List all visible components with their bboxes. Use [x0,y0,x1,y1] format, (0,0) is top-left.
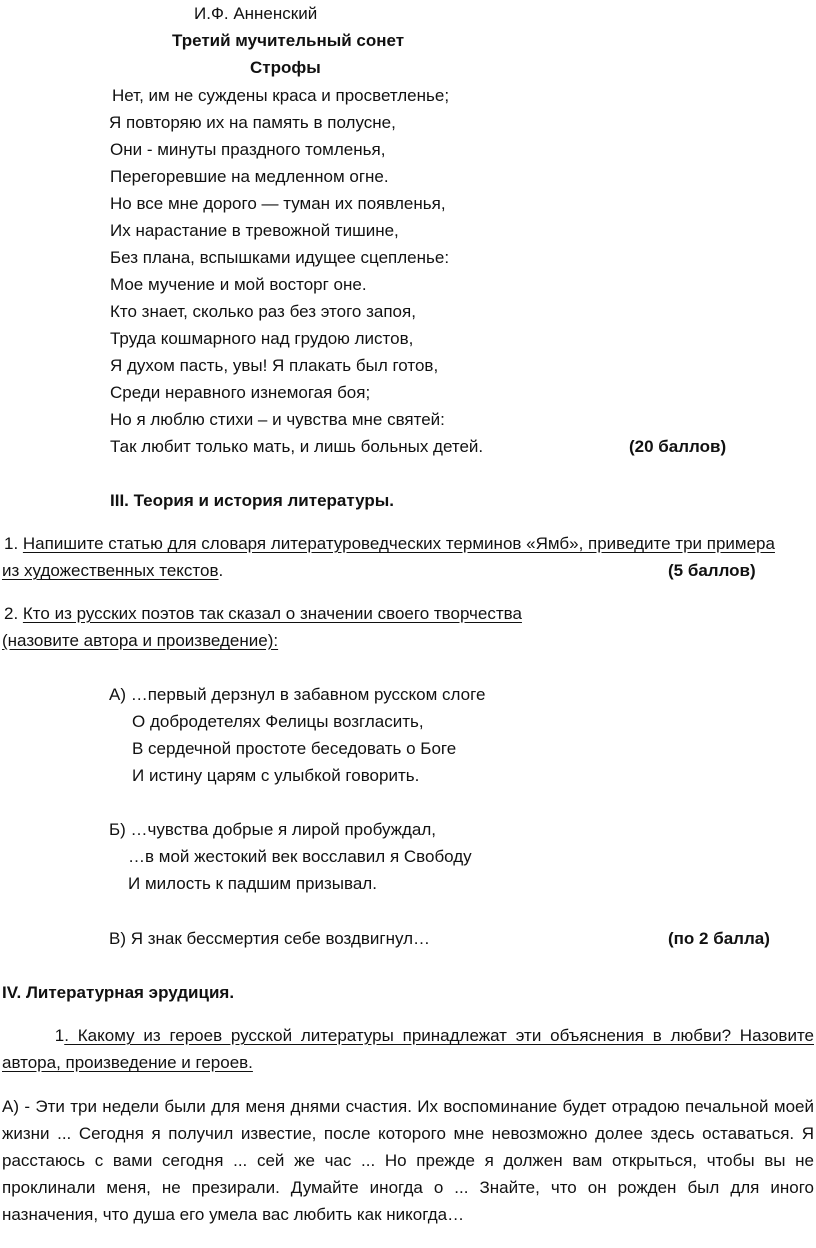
quote-a-line: И истину царям с улыбкой говорить. [132,766,420,785]
poem-line: Но все мне дорого — туман их появленья, [110,194,446,213]
answer-a-line: А) - Эти три недели были для меня днями счастия. Их воспоминание будет отрадою печальной моей [2,1097,814,1116]
question-3-1-points: (5 баллов) [668,561,756,580]
question-3-2-cont [2,631,278,651]
poem-line: Они - минуты праздного томленья, [110,140,386,159]
quote-b-line: Б) …чувства добрые я лирой пробуждал, [109,820,437,839]
poem-subtitle: Строфы [250,58,321,77]
question-text: Напишите статью для словаря литературоведческих терминов «Ямб», приведите три примера [22,534,775,553]
question-3-1-cont [2,561,223,581]
poem-line: Их нарастание в тревожной тишине, [110,221,399,240]
quote-points: (по 2 балла) [668,929,770,948]
answer-a-line: расстаюсь с вами сегодня ... сей же час ... Но прежде я должен вам открыться, чтобы вы не [2,1151,814,1170]
question-3-2 [4,604,522,624]
poem-line: Перегоревшие на медленном огне. [110,167,389,186]
poem-line: Без плана, вспышками идущее сцепленье: [110,248,450,267]
question-text: Кто из русских поэтов так сказал о значении своего творчества [22,604,522,623]
poem-line: Я духом пасть, увы! Я плакать был готов, [110,356,439,375]
question-number: 1 [54,1026,65,1045]
question-text: автора, произведение и героев. [2,1053,253,1072]
answer-a-line: назначения, что душа его умела вас любить как никогда… [2,1205,465,1224]
poem-line: Мое мучение и мой восторг оне. [110,275,367,294]
poem-line: Среди неравного изнемогая боя; [110,383,371,402]
question-period: . [218,561,224,580]
question-3-1 [4,534,775,554]
poem-author: И.Ф. Анненский [194,4,318,23]
question-text: (назовите автора и произведение): [2,631,279,650]
section-4-heading: IV. Литературная эрудиция. [2,983,235,1002]
poem-line: Так любит только мать, и лишь больных детей. [110,437,484,456]
quote-c-line: В) Я знак бессмертия себе воздвигнул… [109,929,431,948]
question-4-1 [2,1026,814,1046]
quote-a-line: О добродетелях Фелицы возгласить, [132,712,424,731]
poem-line: Труда кошмарного над грудою листов, [110,329,414,348]
question-text: . Какому из героев русской литературы принадлежат эти объяснения в любви? Назовите [64,1026,814,1045]
poem-line: Кто знает, сколько раз без этого запоя, [110,302,416,321]
poem-line: Но я люблю стихи – и чувства мне святей: [110,410,445,429]
poem-line: Нет, им не суждены краса и просветленье; [112,86,450,105]
quote-b-line: И милость к падшим призывал. [128,874,377,893]
poem-points: (20 баллов) [629,437,727,456]
section-3-heading: III. Теория и история литературы. [110,491,394,510]
answer-a-line: жизни ... Сегодня я получил известие, после которого мне невозможно долее здесь оставаться. Я [2,1124,814,1143]
quote-a-line: А) …первый дерзнул в забавном русском слоге [109,685,486,704]
question-4-1-cont [2,1053,253,1073]
poem-title: Третий мучительный сонет [172,31,405,50]
question-number: 2. [4,604,23,623]
question-number: 1. [4,534,23,553]
quote-b-line: …в мой жестокий век восславил я Свободу [128,847,472,866]
quote-a-line: В сердечной простоте беседовать о Боге [132,739,457,758]
poem-line: Я повторяю их на память в полусне, [109,113,396,132]
answer-a-line: проклинали меня, не презирали. Думайте иногда о ... Знайте, что он рожден был для иного [2,1178,814,1197]
question-text: из художественных текстов [2,561,219,580]
